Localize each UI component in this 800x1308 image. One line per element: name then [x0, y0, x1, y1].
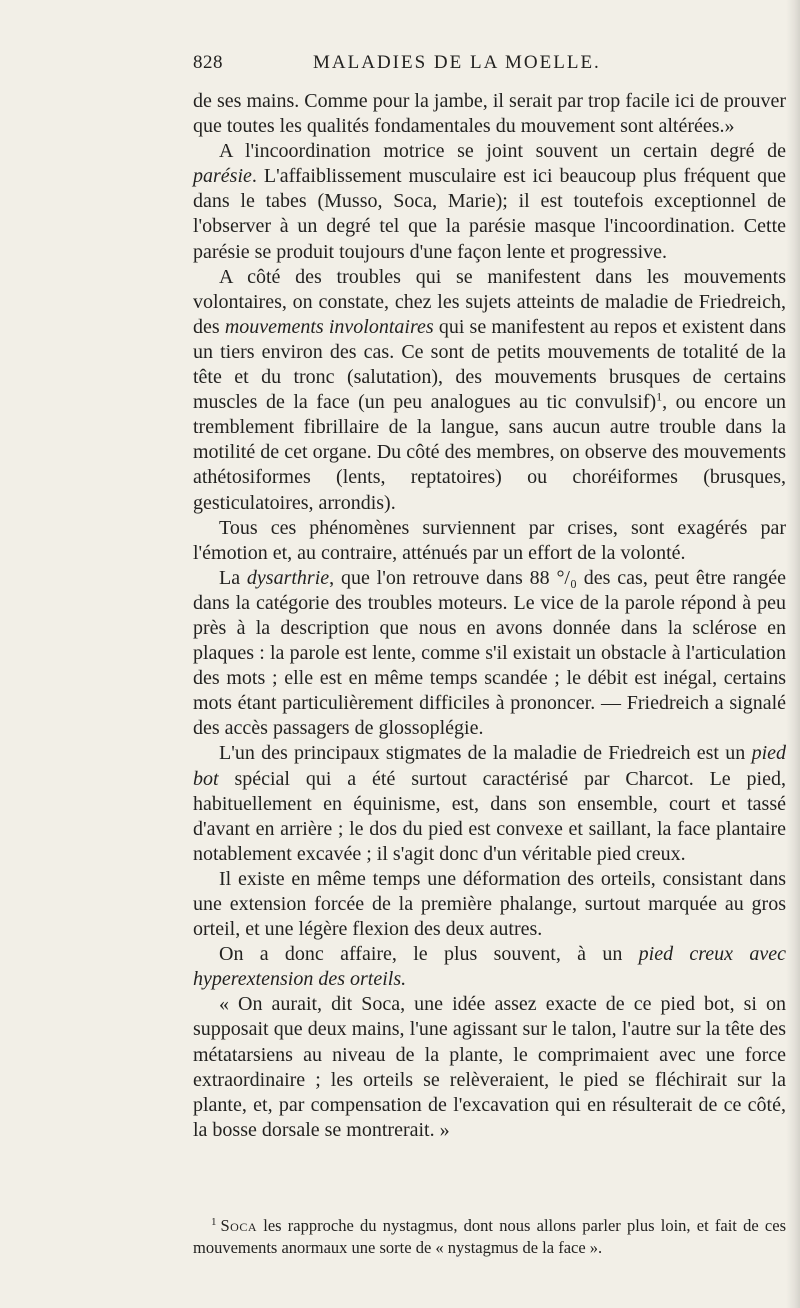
text-run: Tous ces phénomènes surviennent par crises, sont exagérés par l'émotion et, au contraire, atténués par un effort de la volonté. — [193, 516, 786, 564]
page-edge-shadow — [786, 0, 800, 1308]
footnote-reference: 1 — [656, 389, 663, 404]
text-run: A côté des troubles qui se manifestent dans les mouvements volontaires, on constate, chez les sujets atteints de maladie de Friedreich, des — [193, 265, 786, 338]
page-header — [193, 52, 778, 82]
text-run: spécial qui a été surtout caractérisé par Charcot. Le pied, habituellement en équinisme, est, dans son ensemble, court et tassé d'avant en arrière ; le dos du pied est convexe et saillant, la face plantaire notablement excavée ; il s'agit donc d'un véritable pied creux. — [193, 767, 786, 865]
text-run: « On aurait, dit Soca, une idée assez exacte de ce pied bot, si on supposait que deux mains, l'une agissant sur le talon, l'autre sur la tête des métatarsiens au niveau de la plante, le comprimaient avec une force extraordinaire ; les orteils se relèveraient, le pied se fléchirait sur la plante, et, par compensation de l'excavation qui en résulterait de ce côté, la bosse dorsale se montrerait. » — [193, 993, 786, 1141]
text-run: L'un des principaux stigmates de la maladie de Friedreich est un — [219, 742, 752, 765]
text-run: de ses mains. Comme pour la jambe, il serait par trop facile ici de prouver que toutes les qualités fondamentales du mouvement sont altérées.» — [193, 90, 786, 138]
italic-term: parésie — [193, 165, 252, 188]
page-number: 828 — [193, 52, 223, 73]
text-run: , ou encore un tremblement fibrillaire de la langue, sans aucun autre trouble dans la motilité de cet organe. Du côté des membres, on observe des mouvements athétosiformes (lents, reptatoires) ou choréiformes (brusques, gesticulatoires, arrondis). — [193, 391, 786, 514]
footnotes — [193, 1215, 786, 1258]
paragraph — [193, 741, 786, 866]
paragraph — [193, 992, 786, 1143]
paragraph — [193, 516, 786, 566]
footnote — [193, 1215, 786, 1258]
italic-term: dysarthrie — [246, 566, 330, 589]
italic-term: pied creux avec hyperextension des orteils. — [193, 943, 786, 991]
text-run: . L'affaiblissement musculaire est ici beaucoup plus fréquent que dans le tabes (Musso, Soca, Marie); il est toutefois exceptionnel de l'observer à un degré tel que la parésie masque l'incoordination. Cette parésie se produit toujours d'une façon lente et progressive. — [193, 165, 786, 263]
paragraph — [193, 89, 786, 139]
text-run: qui se manifestent au repos et existent dans un tiers environ des cas. Ce sont de petits mouvements de totalité de la tête et du tronc (salutation), des mouvements brusques de certains muscles de la face (un peu analogues au tic convulsif) — [193, 315, 786, 414]
text-run: La — [219, 566, 247, 589]
paragraph — [193, 942, 786, 992]
italic-term: pied bot — [193, 742, 786, 790]
text-run: Il existe en même temps une déformation des orteils, consistant dans une extension forcée de la première phalange, surtout marquée au gros orteil, et une légère flexion des deux autres. — [193, 867, 786, 941]
paragraph — [193, 139, 786, 264]
paragraph — [193, 867, 786, 942]
text-run: A l'incoordination motrice se joint souvent un certain degré de — [219, 140, 786, 163]
body-text — [193, 89, 786, 1143]
footnote-author: Soca — [220, 1216, 258, 1235]
italic-term: mouvements involontaires — [224, 315, 434, 338]
paragraph — [193, 566, 786, 742]
running-title: MALADIES DE LA MOELLE. — [313, 52, 601, 73]
footnote-marker: 1 — [211, 1215, 217, 1228]
text-run: , que l'on retrouve dans 88 °/₀ des cas, peut être rangée dans la catégorie des troubles moteurs. Le vice de la parole répond à peu près à la description que nous en avons donnée dans la sclérose en plaques : la parole est lente, comme s'il existait un obstacle à l'articulation des mots ; elle est en même temps scandée ; le débit est inégal, certains mots étant particulièrement difficiles à prononcer. — Friedreich a signalé des accès passagers de glossoplégie. — [193, 566, 786, 740]
text-run: On a donc affaire, le plus souvent, à un — [219, 943, 639, 966]
footnote-text: les rapproche du nystagmus, dont nous allons parler plus loin, et fait de ces mouvements anormaux une sorte de « nystagmus de la face ». — [193, 1216, 786, 1257]
paragraph — [193, 265, 786, 516]
